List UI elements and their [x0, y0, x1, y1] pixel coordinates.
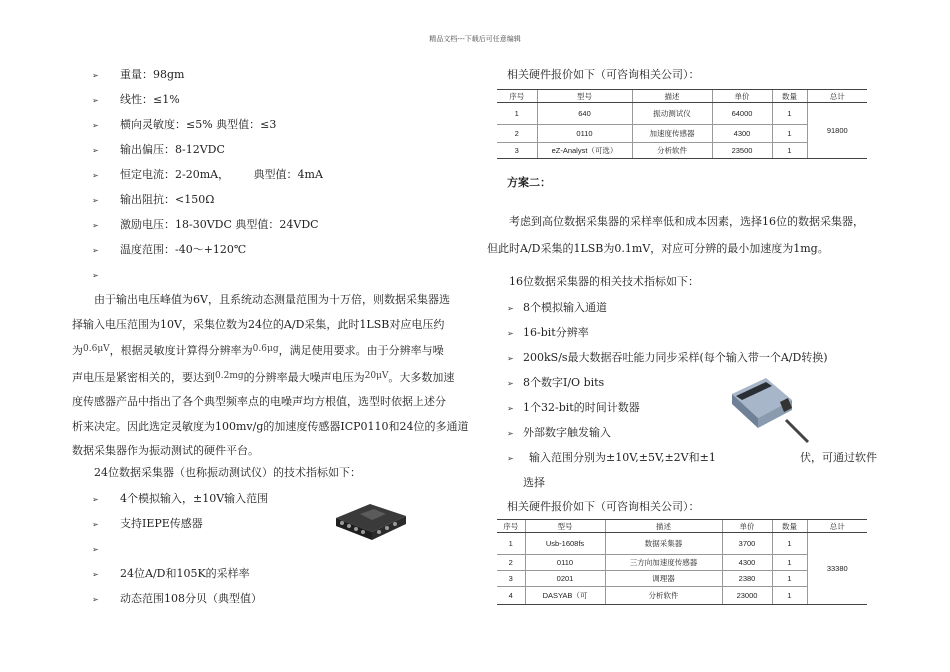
- list-item: ➢ 横向灵敏度：≤5% 典型值：≤3: [92, 118, 277, 131]
- table-row: 4 DASYAB（可 分析软件 23000 1: [497, 587, 867, 605]
- table-header-row: [497, 520, 867, 533]
- list-item: ➢ 1个32-bit的时间计数器: [507, 401, 640, 414]
- arrow-bullet-icon: ➢: [92, 595, 99, 604]
- arrow-bullet-icon: ➢: [507, 354, 514, 363]
- arrow-bullet-icon: ➢: [92, 121, 99, 130]
- list-item: ➢ 动态范围108分贝（典型值）: [92, 592, 262, 605]
- list-item: ➢ 温度范围：-40～+120℃: [92, 243, 247, 256]
- list-item: ➢ 重量：98gm: [92, 68, 185, 81]
- paragraph-line: 度传感器产品中指出了各个典型频率点的电噪声均方根值，选型时依据上述分: [72, 395, 446, 408]
- arrow-bullet-icon: ➢: [507, 329, 514, 338]
- daq24-spec-list: [92, 491, 268, 616]
- arrow-bullet-icon: ➢: [92, 520, 99, 529]
- table-row: 3 eZ-Analyst（可选） 分析软件 23500 1: [497, 143, 867, 159]
- table-header: 序号: [497, 90, 537, 103]
- price-table-2: [497, 519, 867, 605]
- arrow-bullet-icon: ➢: [92, 146, 99, 155]
- arrow-bullet-icon: ➢: [92, 570, 99, 579]
- daq-intro: 24位数据采集器（也称振动测试仪）的技术指标如下：: [72, 466, 361, 479]
- analysis-paragraph: [72, 288, 472, 464]
- arrow-bullet-icon: ➢: [507, 454, 514, 463]
- list-item: ➢ 支持IEPE传感器: [92, 517, 203, 530]
- paragraph-line: 数据采集器作为振动测试的硬件平台。: [72, 444, 259, 457]
- usb-daq-device-image: [722, 372, 812, 447]
- list-item: ➢ 恒定电流：2-20mA， 典型值：4mA: [92, 168, 323, 181]
- arrow-bullet-icon: ➢: [92, 246, 99, 255]
- arrow-bullet-icon: ➢: [92, 545, 99, 554]
- list-item: ➢ 8个数字I/O bits: [507, 376, 605, 389]
- paragraph-line: 析来决定。因此选定灵敏度为100mv/g的加速度传感器ICP0110和24位的多通道: [72, 419, 469, 433]
- input-range-line-cont: 选择: [523, 476, 545, 489]
- paragraph-line: 声电压是紧密相关的，要达到$^{0.2mg}$的分辨率最大噪声电压为$^{20\mu V}$。大多数加速: [72, 370, 455, 384]
- table-row: 2 0110 三方向加速度传感器 4300 1: [497, 555, 867, 571]
- total-cell: 33380: [807, 533, 867, 605]
- table-header-row: [497, 90, 867, 103]
- table-row: 2 0110 加速度传感器 4300 1: [497, 125, 867, 143]
- table-header: 总计: [807, 90, 867, 103]
- table-header: 描述: [605, 520, 722, 533]
- table-row: 1 640 振动测试仪 64000 1 91800: [497, 103, 867, 125]
- list-item: ➢ 输出偏压：8-12VDC: [92, 143, 225, 156]
- paragraph-line: 但此时A/D采集的1LSB为0.1mV，对应可分辨的最小加速度为1mg。: [487, 242, 829, 255]
- arrow-bullet-icon: ➢: [507, 379, 514, 388]
- table-header: 单价: [722, 520, 772, 533]
- table-row: 1 Usb-1608fs 数据采集器 3700 1 33380: [497, 533, 867, 555]
- list-item: ➢ 线性：≤1%: [92, 93, 180, 106]
- arrow-bullet-icon: ➢: [92, 196, 99, 205]
- list-item: ➢ 24位A/D和105K的采样率: [92, 567, 250, 580]
- table-header: 数量: [772, 520, 807, 533]
- quote-title-2: 相关硬件报价如下（可咨询相关公司）：: [507, 500, 700, 513]
- price-table-1: [497, 89, 867, 159]
- paragraph-line: 择输入电压范围为10V，采集位数为24位的A/D采集，此时1LSB对应电压约: [72, 317, 445, 331]
- table-header: 型号: [525, 520, 605, 533]
- list-item: ➢ 激励电压：18-30VDC 典型值：24VDC: [92, 218, 319, 231]
- list-item: ➢ 16-bit分辨率: [507, 326, 589, 339]
- list-item: [92, 541, 268, 566]
- arrow-bullet-icon: ➢: [92, 221, 99, 230]
- table-header: 总计: [807, 520, 867, 533]
- table-header: 单价: [712, 90, 772, 103]
- arrow-bullet-icon: ➢: [92, 271, 99, 280]
- arrow-bullet-icon: ➢: [507, 304, 514, 313]
- total-cell: 91800: [807, 103, 867, 159]
- daq16-intro: 16位数据采集器的相关技术指标如下：: [487, 275, 699, 288]
- arrow-bullet-icon: ➢: [92, 171, 99, 180]
- arrow-bullet-icon: ➢: [507, 429, 514, 438]
- list-item: ➢ 200kS/s最大数据吞吐能力同步采样(每个输入带一个A/D转换): [507, 351, 828, 364]
- input-range-line: ➢ 输入范围分别为±10V,±5V,±2V和±1 伏，可通过软件: [507, 451, 877, 464]
- paragraph-line: 考虑到高位数据采集器的采样率低和成本因素，选择16位的数据采集器，: [487, 215, 864, 228]
- table-header: 数量: [772, 90, 807, 103]
- plan2-paragraph: [487, 208, 864, 262]
- page-header: 精品文档---下载后可任意编辑: [429, 35, 521, 43]
- table-header: 描述: [632, 90, 712, 103]
- list-item: ➢ 外部数字触发输入: [507, 426, 611, 439]
- list-item: ➢ 4个模拟输入，±10V输入范围: [92, 492, 269, 505]
- plan2-heading: 方案二：: [507, 176, 551, 189]
- table-header: 型号: [537, 90, 632, 103]
- arrow-bullet-icon: ➢: [507, 404, 514, 413]
- arrow-bullet-icon: ➢: [92, 71, 99, 80]
- arrow-bullet-icon: ➢: [92, 96, 99, 105]
- list-item: ➢ 8个模拟输入通道: [507, 301, 607, 314]
- list-item: ➢ 输出阻抗：<150Ω: [92, 193, 215, 206]
- paragraph-line: 由于输出电压峰值为6V，且系统动态测量范围为十万倍，则数据采集器选: [72, 293, 450, 306]
- table-row: 3 0201 调理器 2380 1: [497, 571, 867, 587]
- arrow-bullet-icon: ➢: [92, 495, 99, 504]
- paragraph-line: 为$^{0.6\mu V}$，根据灵敏度计算得分辨率为$^{0.6\mu g}$，满足使用要求。由于分辨率与噪: [72, 344, 444, 357]
- left-spec-list: [92, 67, 323, 292]
- daq-device-image: [330, 500, 410, 544]
- table-header: 序号: [497, 520, 525, 533]
- quote-title-1: 相关硬件报价如下（可咨询相关公司）：: [507, 68, 700, 81]
